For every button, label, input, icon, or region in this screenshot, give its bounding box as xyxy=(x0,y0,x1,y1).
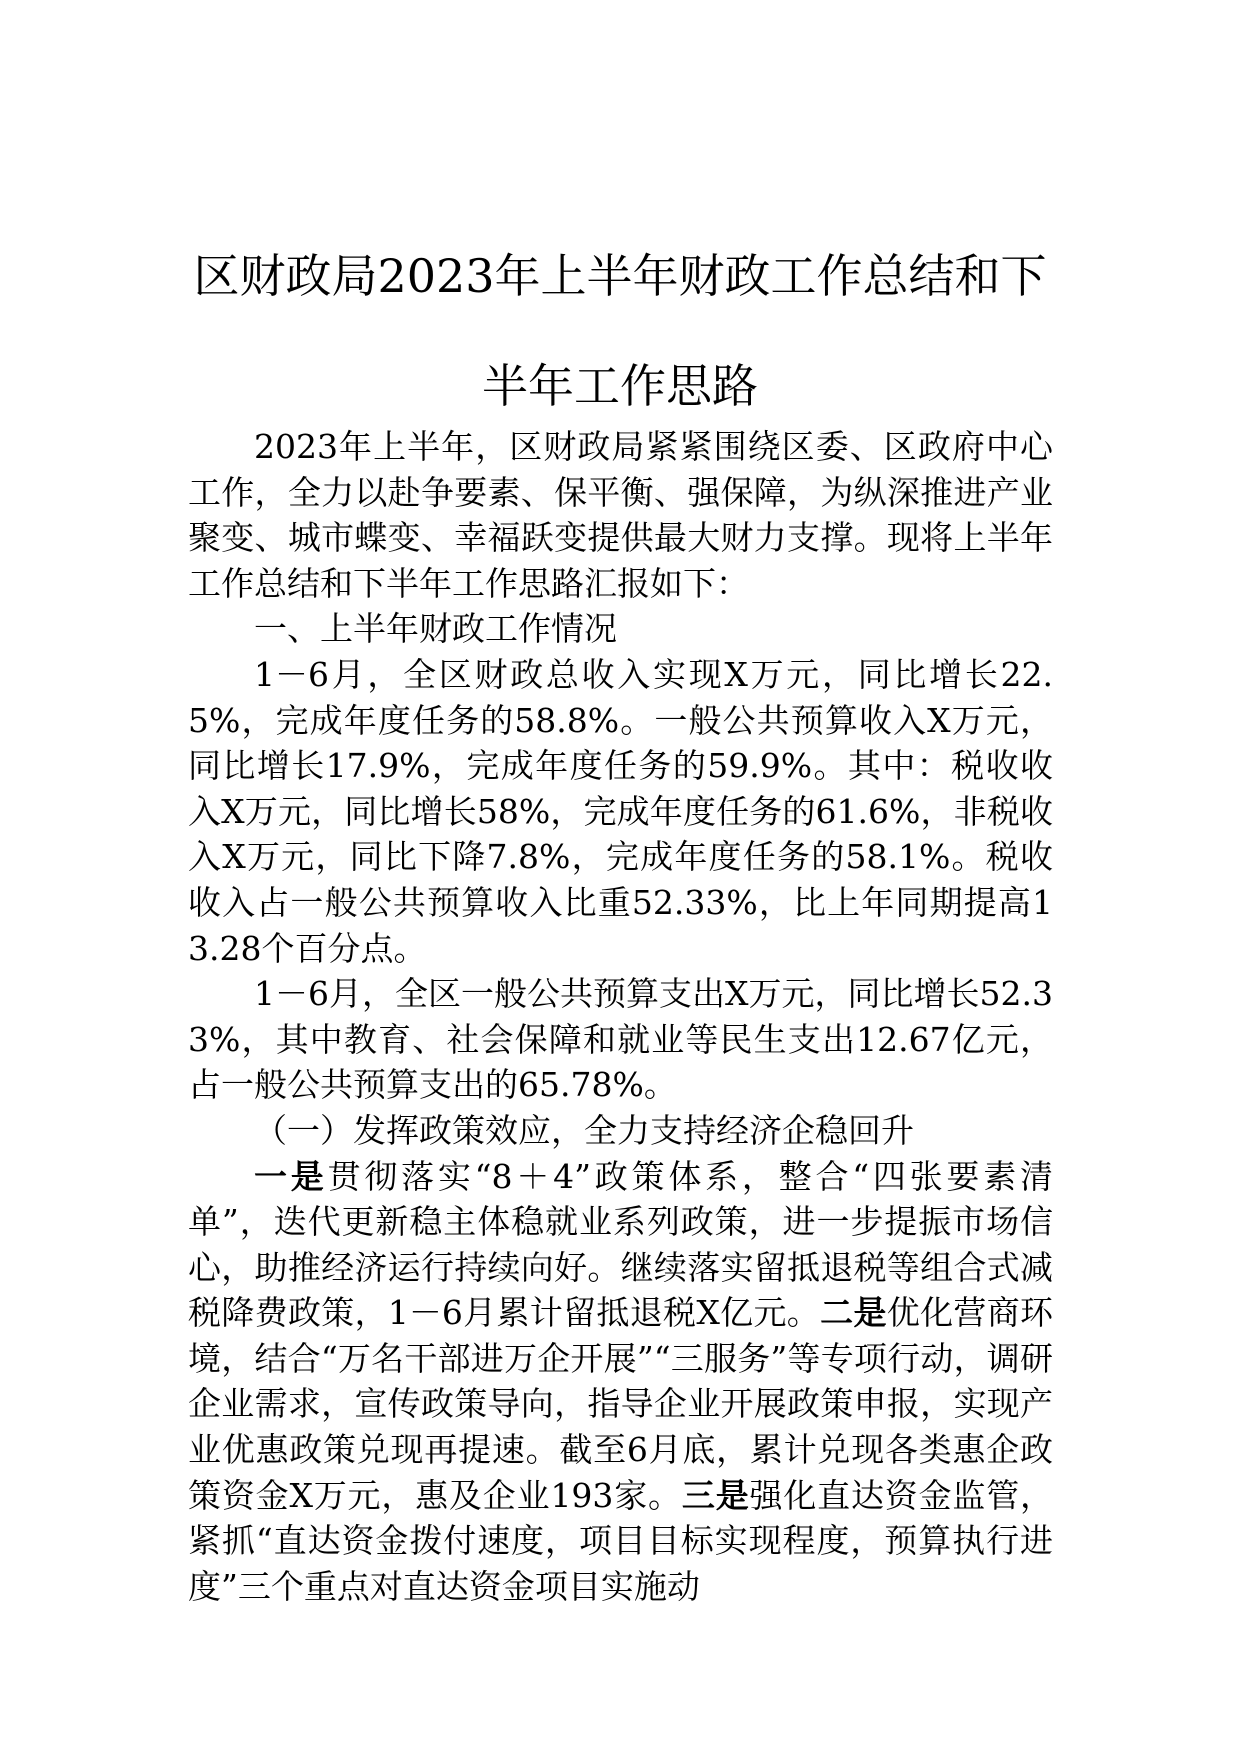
subsection-heading-1: （一）发挥政策效应，全力支持经济企稳回升 xyxy=(254,1110,914,1150)
point-text-2: 优化营商环境，结合“万名干部进万企开展”“三服务”等专项行动，调研企业需求，宣传政策导向，指导企业开展政策申报，实现产业优惠政策兑现再提速。截至6月底，累计兑现各类惠企政策资金X万元，惠及企业193家。 xyxy=(188,1293,1054,1515)
expenditure-paragraph: 1－6月，全区一般公共预算支出X万元，同比增长52.33%，其中教育、社会保障和就业等民生支出12.67亿元，占一般公共预算支出的65.78%。 xyxy=(188,974,1053,1105)
point-label-3: 三是 xyxy=(681,1475,750,1515)
intro-paragraph: 2023年上半年，区财政局紧紧围绕区委、区政府中心工作，全力以赴争要素、保平衡、强保障，为纵深推进产业聚变、城市蝶变、幸福跃变提供最大财力支撑。现将上半年工作总结和下半年工作思路汇报如下： xyxy=(188,427,1053,603)
section-heading-1: 一、上半年财政工作情况 xyxy=(254,609,617,649)
document-title xyxy=(190,221,1050,441)
point-label-2: 二是 xyxy=(820,1293,887,1333)
policy-paragraph xyxy=(188,1154,1053,1610)
revenue-paragraph: 1－6月，全区财政总收入实现X万元，同比增长22.5%，完成年度任务的58.8%。一般公共预算收入X万元，同比增长17.9%，完成年度任务的59.9%。其中：税收收入X万元，同比增长58%，完成年度任务的61.6%，非税收入X万元，同比下降7.8%，完成年度任务的58.1%。税收收入占一般公共预算收入比重52.33%，比上年同期提高13.28个百分点。 xyxy=(188,654,1053,968)
point-label-1: 一是 xyxy=(254,1156,328,1196)
point-text-1: 贯彻落实“8＋4”政策体系，整合“四张要素清单”，迭代更新稳主体稳就业系列政策，进一步提振市场信心，助推经济运行持续向好。继续落实留抵退税等组合式减税降费政策，1－6月累计留抵退税X亿元。 xyxy=(188,1156,1053,1333)
title-line-2: 半年工作思路 xyxy=(482,358,758,413)
document-body xyxy=(188,424,1053,1609)
title-line-1: 区财政局2023年上半年财政工作总结和下 xyxy=(193,248,1047,303)
point-text-3: 强化直达资金监管，紧抓“直达资金拨付速度，项目目标实现程度，预算执行进度”三个重点对直达资金项目实施动 xyxy=(188,1475,1054,1606)
